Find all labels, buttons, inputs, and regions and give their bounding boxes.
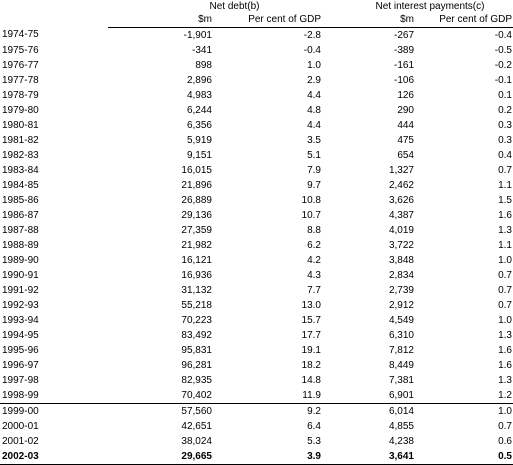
net-debt-cell: 16,121 (181, 254, 212, 266)
net-interest-pct-cell: 0.6 (498, 435, 512, 447)
net-debt-cell: 4,983 (186, 89, 212, 101)
net-interest-group-header: Net interest payments(c) (375, 1, 485, 12)
net-interest-cell: 7,381 (388, 374, 414, 386)
year-group-header (0, 0, 108, 13)
net-debt-pct-cell: 15.7 (301, 314, 321, 326)
net-debt-pct-cell: 4.4 (307, 89, 321, 101)
table-row (0, 208, 513, 223)
year-unit-header (0, 13, 108, 28)
year-cell: 1980-81 (2, 119, 39, 131)
year-cell: 1981-82 (2, 134, 39, 146)
unit-header-row (0, 13, 513, 28)
net-debt-cell: 42,651 (181, 420, 212, 432)
year-cell: 1989-90 (2, 254, 39, 266)
table-row (0, 193, 513, 208)
year-cell: 1983-84 (2, 164, 39, 176)
net-interest-cell: 4,238 (388, 435, 414, 447)
net-debt-pct-cell: 8.8 (307, 224, 321, 236)
net-debt-cell: 27,359 (181, 224, 212, 236)
net-debt-pct-cell: 9.2 (214, 404, 321, 420)
net-debt-pct-cell: 14.8 (301, 374, 321, 386)
table-row (0, 419, 513, 434)
year-cell: 1997-98 (2, 374, 39, 386)
net-debt-cell: 21,982 (181, 239, 212, 251)
net-interest-cell: 475 (397, 134, 414, 146)
net-debt-cell: 70,402 (181, 389, 212, 401)
net-interest-cell: 7,812 (388, 344, 414, 356)
net-debt-cell: 70,223 (181, 314, 212, 326)
net-debt-pct-cell: 4.2 (307, 254, 321, 266)
net-interest-pct-cell: 0.1 (498, 89, 512, 101)
net-debt-cell: 55,218 (181, 299, 212, 311)
year-cell: 1990-91 (2, 269, 39, 281)
net-debt-pct-cell: 4.3 (307, 269, 321, 281)
table-row (0, 328, 513, 343)
net-debt-cell: -341 (191, 44, 212, 56)
net-interest-pct-cell: 1.0 (498, 254, 512, 266)
net-debt-cell: 57,560 (108, 404, 214, 420)
net-interest-cell: 3,722 (388, 239, 414, 251)
net-interest-cell: 2,739 (388, 284, 414, 296)
net-debt-pct-cell: 3.9 (214, 449, 321, 465)
net-interest-cell: 126 (397, 89, 414, 101)
year-cell: 1988-89 (2, 239, 39, 251)
table-header (0, 0, 513, 28)
year-cell: 1978-79 (2, 89, 39, 101)
net-interest-pct-cell: 0.7 (498, 164, 512, 176)
year-cell: 1977-78 (2, 74, 39, 86)
table-row (0, 118, 513, 133)
net-interest-cell: 654 (397, 149, 414, 161)
year-cell: 1982-83 (2, 149, 39, 161)
net-debt-pct-cell: 9.7 (307, 179, 321, 191)
net-debt-pct-cell: 10.8 (301, 194, 321, 206)
year-cell: 1984-85 (2, 179, 39, 191)
net-debt-pct-cell: 5.3 (307, 435, 321, 447)
net-interest-cell: 6,901 (388, 389, 414, 401)
net-interest-pct-cell: 1.0 (498, 314, 512, 326)
year-cell: 1974-75 (2, 29, 39, 41)
net-interest-cell: 3,848 (388, 254, 414, 266)
table-row (0, 449, 513, 465)
net-interest-pct-cell: 1.5 (498, 194, 512, 206)
net-interest-cell: 4,387 (388, 209, 414, 221)
year-cell: 1998-99 (2, 389, 39, 401)
net-debt-pct-cell: 3.5 (307, 134, 321, 146)
net-interest-cell: 6,310 (388, 329, 414, 341)
net-interest-pct-cell: 1.1 (498, 239, 512, 251)
net-debt-pct-cell: 4.4 (307, 119, 321, 131)
net-debt-pct-cell: 7.9 (307, 164, 321, 176)
table-row (0, 148, 513, 163)
year-cell: 1995-96 (2, 344, 39, 356)
net-debt-cell: 95,831 (181, 344, 212, 356)
table-row (0, 178, 513, 193)
net-interest-pct-cell: 1.3 (498, 329, 512, 341)
net-interest-cell: -161 (393, 59, 414, 71)
net-interest-cell: 8,449 (388, 359, 414, 371)
net-debt-cell: 29,136 (181, 209, 212, 221)
net-debt-pct-cell: 4.8 (307, 104, 321, 116)
net-interest-pct-cell: 0.2 (498, 104, 512, 116)
year-cell: 1999-00 (0, 404, 108, 420)
net-interest-pct-cell: 0.4 (498, 149, 512, 161)
net-debt-cell: 38,024 (181, 435, 212, 447)
net-interest-cell: 4,019 (388, 224, 414, 236)
year-cell: 1985-86 (2, 194, 39, 206)
year-cell: 1987-88 (2, 224, 39, 236)
net-interest-cell: 4,855 (388, 420, 414, 432)
net-interest-pct-cell: -0.2 (494, 59, 512, 71)
table-row (0, 43, 513, 58)
table-row (0, 103, 513, 118)
table-row (0, 343, 513, 358)
net-interest-cell: 444 (397, 119, 414, 131)
net-debt-pct-cell: 19.1 (301, 344, 321, 356)
net-interest-cell: 1,327 (388, 164, 414, 176)
net-interest-pct-cell: 0.7 (498, 420, 512, 432)
net-interest-cell: -267 (393, 29, 414, 41)
net-interest-cell: 2,462 (388, 179, 414, 191)
table-row (0, 88, 513, 103)
table-row (0, 358, 513, 373)
net-interest-cell: -106 (393, 74, 414, 86)
net-debt-cell: 2,896 (186, 74, 212, 86)
table-row (0, 28, 513, 44)
net-debt-pct-cell: -0.4 (303, 44, 321, 56)
table-row (0, 434, 513, 449)
net-interest-cell: 4,549 (388, 314, 414, 326)
net-interest-cell: 3,626 (388, 194, 414, 206)
net-debt-pct-cell: 11.9 (302, 389, 321, 401)
net-debt-pct-cell: 5.1 (307, 149, 321, 161)
year-cell: 1992-93 (2, 299, 39, 311)
net-debt-pct-cell: 18.2 (301, 359, 321, 371)
net-interest-pct-cell: -0.5 (494, 44, 512, 56)
net-debt-cell: 31,132 (181, 284, 212, 296)
table-row (0, 298, 513, 313)
net-debt-cell: 9,151 (186, 149, 212, 161)
net-debt-cell: -1,901 (183, 29, 212, 41)
year-cell: 1996-97 (2, 359, 39, 371)
net-debt-cell: 6,356 (186, 119, 212, 131)
net-interest-pct-cell: 0.7 (498, 284, 512, 296)
net-interest-pct-cell: 1.6 (498, 359, 512, 371)
year-cell: 2002-03 (0, 449, 108, 465)
year-cell: 2000-01 (2, 420, 39, 432)
table-row (0, 268, 513, 283)
table-row (0, 253, 513, 268)
table-row (0, 223, 513, 238)
net-interest-cell: -389 (393, 44, 414, 56)
table-row (0, 373, 513, 388)
year-cell: 2001-02 (2, 435, 39, 447)
net-interest-pct-cell: 0.7 (498, 299, 512, 311)
group-header-row (0, 0, 513, 13)
net-interest-cell: 6,014 (321, 404, 416, 420)
net-debt-pct-cell: -2.8 (303, 29, 321, 41)
net-interest-pct-cell: 0.3 (498, 134, 512, 146)
net-debt-pct-cell: 13.0 (301, 299, 321, 311)
net-debt-cell: 16,936 (181, 269, 212, 281)
net-debt-cell: 898 (195, 59, 212, 71)
net-interest-pct-cell: 1.3 (498, 224, 512, 236)
table-body (0, 28, 513, 465)
interest-pct-header: Per cent of GDP (416, 13, 513, 28)
table-row (0, 388, 513, 404)
net-debt-pct-cell: 1.0 (307, 59, 321, 71)
net-interest-pct-cell: 1.6 (498, 344, 512, 356)
net-debt-pct-cell: 6.2 (307, 239, 321, 251)
net-debt-cell: 21,896 (181, 179, 212, 191)
table-row (0, 133, 513, 148)
net-debt-cell: 6,244 (186, 104, 212, 116)
table-row (0, 238, 513, 253)
net-debt-cell: 26,889 (181, 194, 212, 206)
net-debt-cell: 82,935 (181, 374, 212, 386)
net-interest-pct-cell: 1.1 (498, 179, 512, 191)
net-debt-cell: 96,281 (181, 359, 212, 371)
net-interest-cell: 2,834 (388, 269, 414, 281)
net-interest-pct-cell: 0.5 (416, 449, 513, 465)
net-debt-pct-cell: 17.7 (301, 329, 321, 341)
net-interest-pct-cell: 1.2 (498, 389, 512, 401)
net-debt-group-header: Net debt(b) (209, 1, 260, 12)
debt-pct-header: Per cent of GDP (214, 13, 321, 28)
year-cell: 1993-94 (2, 314, 39, 326)
table-row (0, 313, 513, 328)
year-cell: 1991-92 (2, 284, 39, 296)
year-cell: 1976-77 (2, 59, 39, 71)
net-debt-pct-cell: 6.4 (307, 420, 321, 432)
net-debt-cell: 5,919 (186, 134, 212, 146)
net-debt-cell: 16,015 (181, 164, 212, 176)
net-interest-pct-cell: -0.1 (494, 74, 512, 86)
net-interest-pct-cell: 0.3 (498, 119, 512, 131)
net-debt-pct-cell: 7.7 (307, 284, 321, 296)
net-interest-pct-cell: 1.6 (498, 209, 512, 221)
year-cell: 1975-76 (2, 44, 39, 56)
net-interest-pct-cell: 0.7 (498, 269, 512, 281)
interest-dollars-header: $m (321, 13, 416, 28)
net-debt-cell: 29,665 (108, 449, 214, 465)
table-row (0, 283, 513, 298)
net-interest-cell: 3,641 (321, 449, 416, 465)
table-row (0, 404, 513, 420)
net-interest-pct-cell: -0.4 (494, 29, 512, 41)
net-interest-pct-cell: 1.0 (416, 404, 513, 420)
year-cell: 1979-80 (2, 104, 39, 116)
table-row (0, 58, 513, 73)
table-row (0, 163, 513, 178)
net-debt-pct-cell: 10.7 (301, 209, 321, 221)
debt-dollars-header: $m (108, 13, 214, 28)
year-cell: 1994-95 (2, 329, 39, 341)
net-interest-pct-cell: 1.3 (498, 374, 512, 386)
table-row (0, 73, 513, 88)
net-interest-cell: 290 (397, 104, 414, 116)
net-debt-pct-cell: 2.9 (307, 74, 321, 86)
net-interest-cell: 2,912 (388, 299, 414, 311)
net-debt-cell: 83,492 (181, 329, 212, 341)
year-cell: 1986-87 (2, 209, 39, 221)
